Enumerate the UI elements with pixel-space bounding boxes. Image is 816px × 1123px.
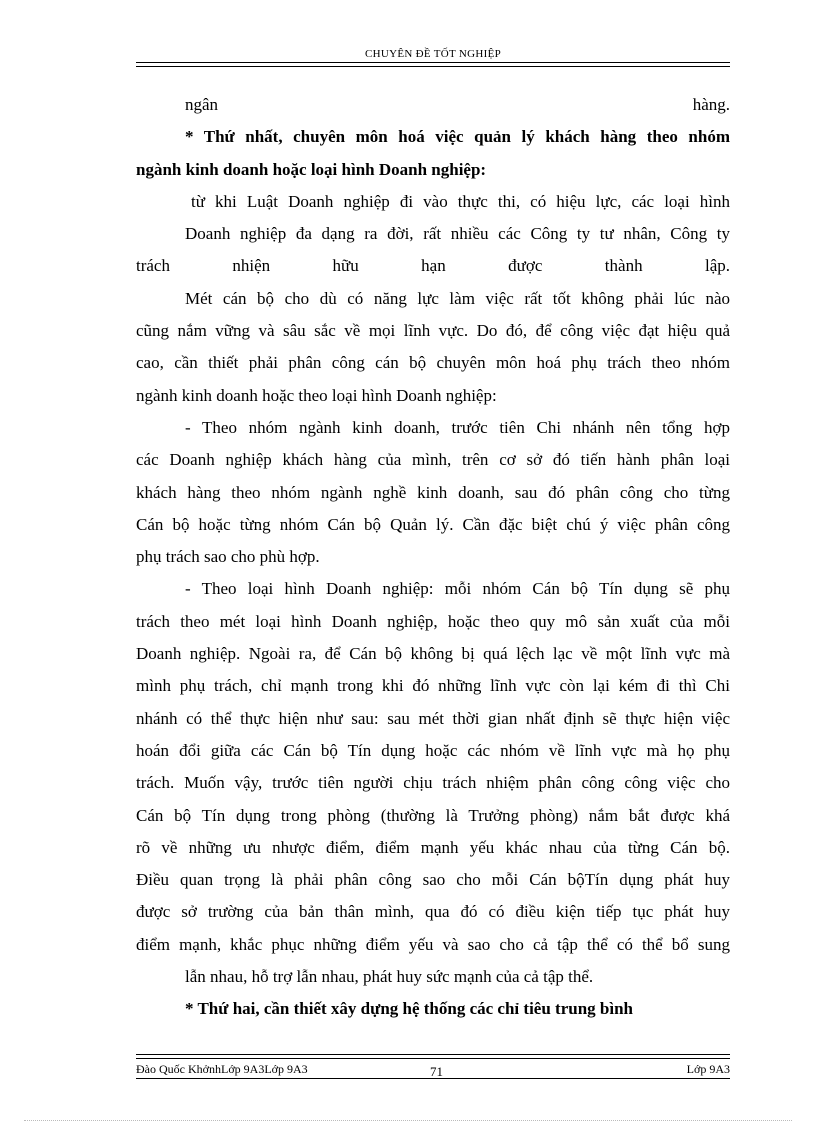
text-line: các Doanh nghiệp khách hàng của mình, trên cơ sở đó tiến hành phân loại — [136, 450, 730, 470]
text-line: ngành kinh doanh hoặc theo loại hình Doanh nghiệp: — [136, 385, 497, 405]
text-line: trách. Muốn vậy, trước tiên người chịu trách nhiệm phân công công việc cho — [136, 773, 730, 793]
text-line: - Theo nhóm ngành kinh doanh, trước tiên Chi nhánh nên tổng hợp — [185, 417, 730, 437]
text-line: được sở trường của bản thân mình, qua đó có điều kiện tiếp tục phát huy — [136, 902, 730, 922]
text-line: * Thứ hai, cần thiết xây dựng hệ thống các chỉ tiêu trung bình — [185, 999, 633, 1019]
text-line: phụ trách sao cho phù hợp. — [136, 547, 320, 567]
text-line: Điều quan trọng là phải phân công sao cho mỗi Cán bộTín dụng phát huy — [136, 870, 730, 890]
footer-author: Đào Quốc KhởnhLớp 9A3Lớp 9A3 — [136, 1062, 308, 1076]
text-line: lẫn nhau, hỗ trợ lẫn nhau, phát huy sức mạnh của cả tập thể. — [185, 967, 594, 987]
text-line: cũng nắm vững và sâu sắc về mọi lĩnh vực. Do đó, để công việc đạt hiệu quả — [136, 321, 730, 341]
text-line: cao, cần thiết phải phân công cán bộ chuyên môn hoá phụ trách theo nhóm — [136, 353, 730, 373]
text-line: trách theo mét loại hình Doanh nghiệp, hoặc theo quy mô sản xuất của mỗi — [136, 611, 730, 631]
text-line: ngành kinh doanh hoặc loại hình Doanh nghiệp: — [136, 159, 487, 179]
text-line: trách nhiện hữu hạn được thành lập. — [136, 256, 730, 276]
text-line: ngân hàng. — [185, 95, 730, 114]
text-line: Cán bộ Tín dụng trong phòng (thường là Trưởng phòng) nắm bắt được khá — [136, 805, 730, 825]
text-line: điểm mạnh, khắc phục những điểm yếu và sao cho cả tập thể có thể bổ sung — [136, 934, 730, 954]
text-line: mình phụ trách, chỉ mạnh trong khi đó những lĩnh vực còn lại kém đi thì Chi — [136, 676, 730, 696]
page-header: CHUYÊN ĐỀ TỐT NGHIỆP — [364, 48, 502, 60]
text-line: nhánh có thể thực hiện như sau: sau mét thời gian nhất định sẽ thực hiện việc — [136, 708, 730, 728]
text-line: - Theo loại hình Doanh nghiệp: mỗi nhóm Cán bộ Tín dụng sẽ phụ — [185, 579, 730, 599]
page-edge-dotted — [24, 1120, 792, 1121]
text-line: khách hàng theo nhóm ngành nghề kinh doanh, sau đó phân công cho từng — [136, 482, 730, 502]
text-line: Doanh nghiệp đa dạng ra đời, rất nhiều các Công ty tư nhân, Công ty — [185, 224, 730, 244]
footer-rule — [136, 1054, 730, 1059]
text-line: từ khi Luật Doanh nghiệp đi vào thực thi, có hiệu lực, các loại hình — [191, 191, 730, 211]
footer-class: Lớp 9A3 — [686, 1062, 730, 1076]
text-line: Mét cán bộ cho dù có năng lực làm việc rất tốt không phải lúc nào — [185, 288, 730, 308]
page-number: 71 — [430, 1064, 443, 1079]
document-body — [136, 89, 730, 1026]
text-line: Doanh nghiệp. Ngoài ra, để Cán bộ không bị quá lệch lạc về một lĩnh vực mà — [136, 644, 730, 664]
text-line: * Thứ nhất, chuyên môn hoá việc quản lý khách hàng theo nhóm — [185, 127, 730, 147]
text-line: rõ về những ưu nhược điểm, điểm mạnh yếu khác nhau của từng Cán bộ. — [136, 837, 730, 857]
footer-underline — [136, 1078, 730, 1079]
text-line: Cán bộ hoặc từng nhóm Cán bộ Quản lý. Cần đặc biệt chú ý việc phân công — [136, 514, 730, 534]
text-line: hoán đổi giữa các Cán bộ Tín dụng hoặc các nhóm về lĩnh vực mà họ phụ — [136, 740, 730, 760]
header-rule — [136, 62, 730, 67]
